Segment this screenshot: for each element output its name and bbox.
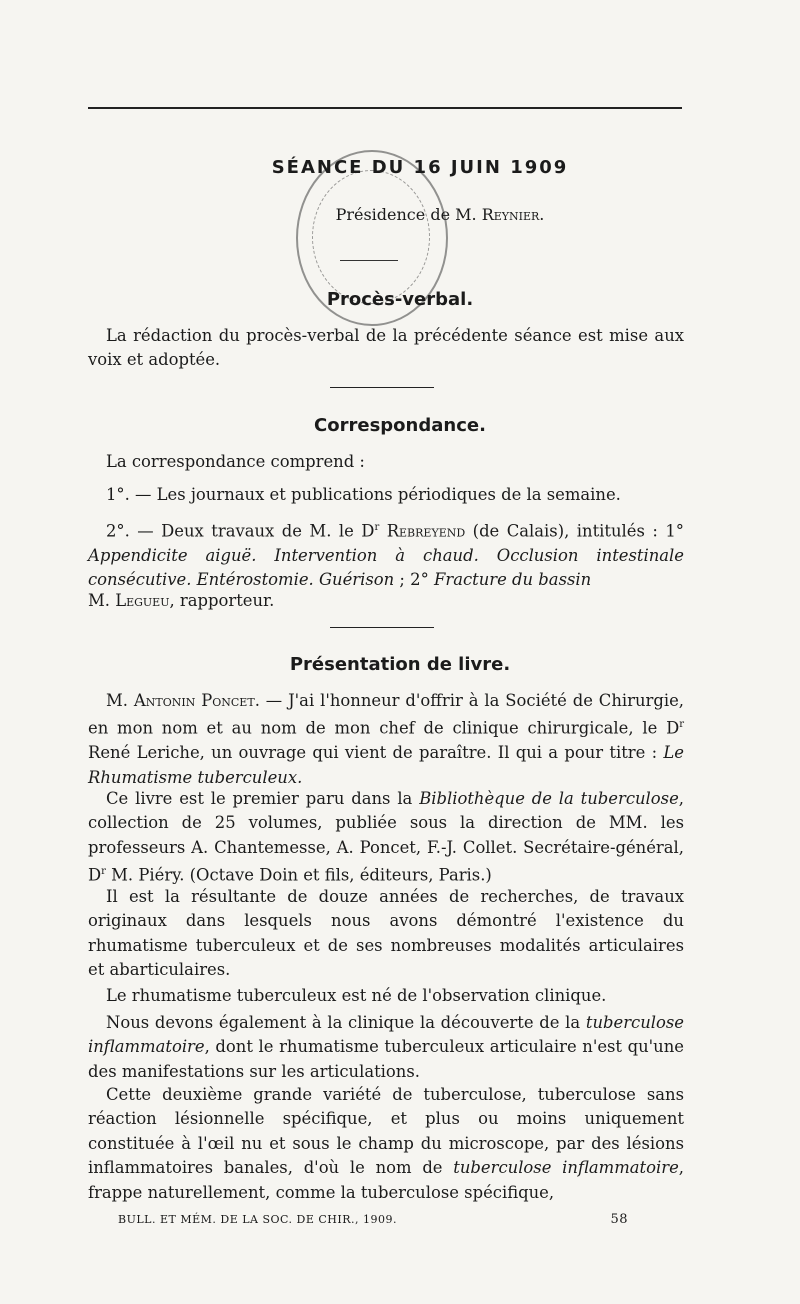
presentation-paragraph-2: Ce livre est le premier paru dans la Bibliothèque de la tuberculose, collection de 25 volumes, publiée sous la direction de MM. les professeurs A. Chantemesse, A. Poncet, F.-J. Collet. Secrétaire-général, $D^r$ M. Piéry. (Octave Doin et fils, éditeurs, Paris.)	[88, 789, 685, 885]
presidence-line	[40, 205, 800, 224]
top-rule	[88, 107, 682, 109]
proces-verbal-text: La rédaction du procès-verbal de la précédente séance est mise aux voix et adoptée.	[88, 326, 684, 370]
page-number: 58	[610, 1212, 628, 1227]
author-rebreyend: Rebreyend	[386, 521, 466, 541]
presentation-paragraph-4: Le rhumatisme tuberculeux est né de l'observation clinique.	[106, 986, 607, 1005]
correspondance-intro: La correspondance comprend :	[106, 452, 365, 471]
presentation-paragraph-3: Il est la résultante de douze années de recherches, de travaux originaux dans lesquels nous avons démontré l'existence du rhumatisme tuberculeux et de ses nombreuses modalités articulaires et abarticulaires.	[88, 887, 684, 980]
presentation-paragraph-6: Cette deuxième grande variété de tuberculose, tuberculose sans réaction lésionnelle spécifique, et plus ou moins uniquement constituée à l'œil nu et sous le champ du microscope, par des lésions inflammatoires banales, d'où le nom de tuberculose inflammatoire, frappe naturellement, comme la tuberculose spécifique,	[88, 1085, 684, 1202]
correspondance-item-1: 1°. — Les journaux et publications périodiques de la semaine.	[106, 485, 621, 504]
presidence-prefix: Présidence de M.	[335, 205, 477, 224]
presidence-name: Reynier.	[481, 205, 545, 224]
section-rule-2	[330, 627, 434, 628]
presentation-paragraph-5: Nous devons également à la clinique la découverte de la tuberculose inflammatoire, dont le rhumatisme tuberculeux articulaire n'est qu'une des manifestations sur les articulations.	[88, 1013, 684, 1081]
presidence-rule	[340, 260, 398, 261]
presentation-title: Présentation de livre.	[289, 654, 511, 675]
journal-reference: BULL. ET MÉM. DE LA SOC. DE CHIR., 1909.	[118, 1213, 397, 1226]
proces-verbal-title: Procès-verbal.	[326, 289, 474, 310]
seance-title: SÉANCE DU 16 JUIN 1909	[271, 157, 569, 178]
presentation-paragraph-1: M. Antonin Poncet. — J'ai l'honneur d'offrir à la Société de Chirurgie, en mon nom et au nom de mon chef de clinique chirurgicale, le $D^r$ René Leriche, un ouvrage qui vient de paraître. Il qui a pour titre : Le Rhumatisme tuberculeux.	[88, 691, 685, 787]
correspondance-rapporteur: M. Legueu, rapporteur.	[88, 591, 275, 610]
correspondance-title: Correspondance.	[314, 415, 486, 436]
correspondance-item-2: 2°. — Deux travaux de M. le $D^r$ Rebreyend (de Calais), intitulés : 1° Appendicite aiguë. Intervention à chaud. Occlusion intestinale consécutive. Entérostomie. Guérison ; 2° Fracture du bassin	[88, 521, 684, 590]
library-stamp-inner-ring	[312, 170, 430, 304]
author-poncet: Antonin Poncet	[133, 691, 255, 710]
section-rule-1	[330, 387, 434, 388]
